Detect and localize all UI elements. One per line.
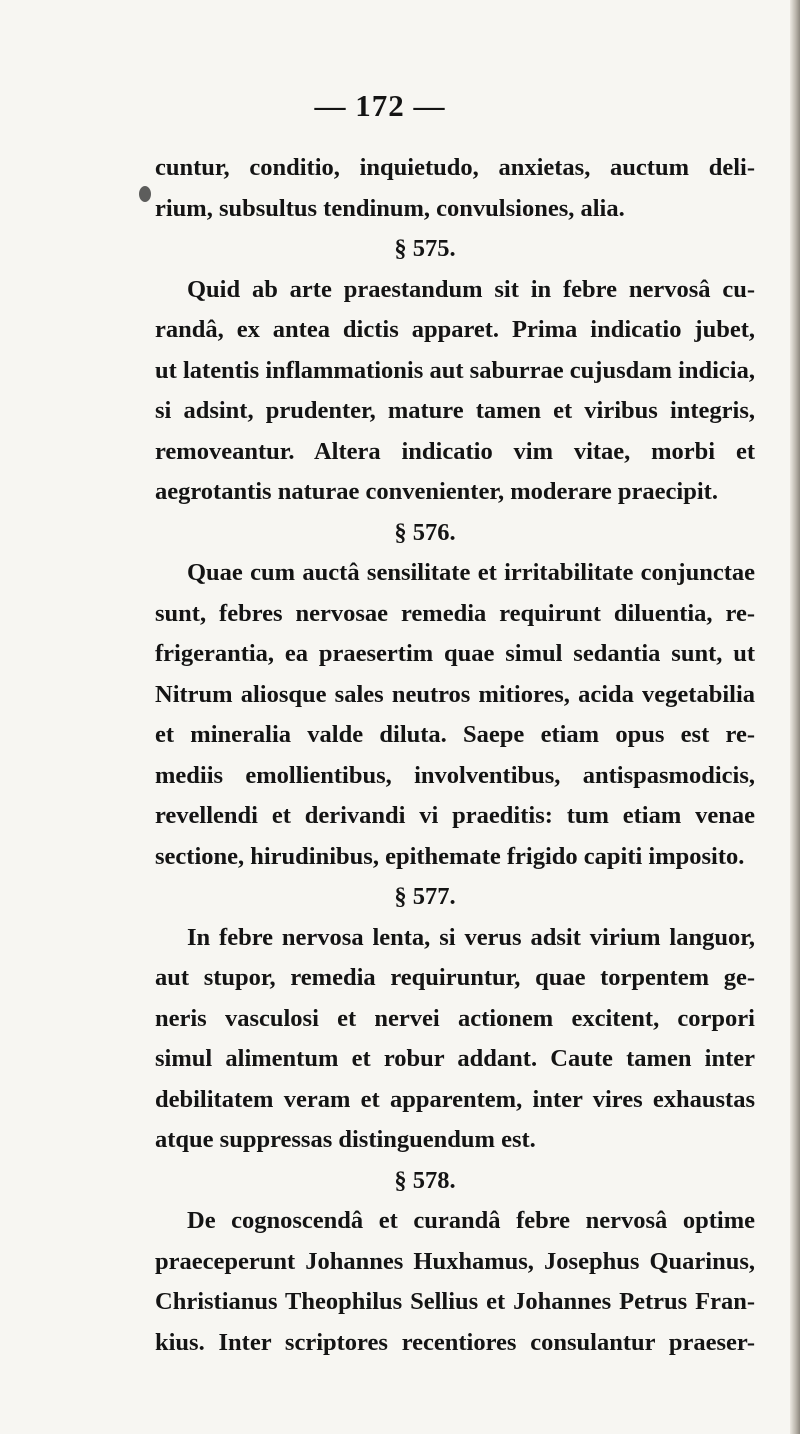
- page-edge: [790, 0, 800, 1434]
- text-line: praeceperunt Johannes Huxhamus, Josephus Quarinus,: [155, 1247, 755, 1275]
- text-line: mediis emollientibus, involventibus, antispasmodicis,: [155, 761, 755, 789]
- section-heading-577: § 577.: [394, 883, 456, 910]
- text-line: removeantur. Altera indicatio vim vitae, morbi et: [155, 437, 755, 465]
- text-line: revellendi et derivandi vi praeditis: tum etiam venae: [155, 802, 755, 829]
- text-line: aut stupor, remedia requiruntur, quae torpentem ge-: [155, 964, 755, 991]
- page-number: — 172 —: [314, 88, 446, 123]
- text-line: si adsint, prudenter, mature tamen et viribus integris,: [155, 397, 755, 424]
- text-line: cuntur, conditio, inquietudo, anxietas, auctum deli-: [155, 154, 755, 181]
- text-line: debilitatem veram et apparentem, inter vires exhaustas: [155, 1085, 755, 1113]
- text-line: ut latentis inflammationis aut saburrae cujusdam indicia,: [155, 356, 755, 384]
- text-line: et mineralia valde diluta. Saepe etiam opus est re-: [155, 721, 755, 748]
- text-line: kius. Inter scriptores recentiores consulantur praeser-: [155, 1328, 755, 1356]
- text-line: atque suppressas distinguendum est.: [155, 1126, 536, 1153]
- text-line: simul alimentum et robur addant. Caute tamen inter: [155, 1045, 755, 1072]
- text-line: In febre nervosa lenta, si verus adsit virium languor,: [187, 923, 755, 951]
- text-line: De cognoscendâ et curandâ febre nervosâ optime: [187, 1207, 755, 1234]
- section-heading-575: § 575.: [394, 235, 456, 262]
- text-line: rium, subsultus tendinum, convulsiones, alia.: [155, 194, 625, 222]
- text-line: Nitrum aliosque sales neutros mitiores, acida vegetabilia: [155, 680, 755, 708]
- text-line: Quae cum auctâ sensilitate et irritabilitate conjunctae: [187, 559, 755, 586]
- text-line: randâ, ex antea dictis apparet. Prima indicatio jubet,: [155, 316, 755, 343]
- text-line: sunt, febres nervosae remedia requirunt diluentia, re-: [155, 599, 755, 627]
- text-line: sectione, hirudinibus, epithemate frigido capiti imposito.: [155, 842, 745, 870]
- section-heading-578: § 578.: [394, 1166, 456, 1194]
- text-line: aegrotantis naturae convenienter, moderare praecipit.: [155, 478, 718, 505]
- body-text: [155, 148, 755, 1363]
- ink-blot: [139, 186, 151, 202]
- text-line: Quid ab arte praestandum sit in febre nervosâ cu-: [187, 275, 755, 303]
- text-line: frigerantia, ea praesertim quae simul sedantia sunt, ut: [155, 640, 755, 667]
- section-heading-576: § 576.: [394, 518, 456, 546]
- text-line: neris vasculosi et nervei actionem excitent, corpori: [155, 1004, 755, 1032]
- text-line: Christianus Theophilus Sellius et Johannes Petrus Fran-: [155, 1288, 755, 1315]
